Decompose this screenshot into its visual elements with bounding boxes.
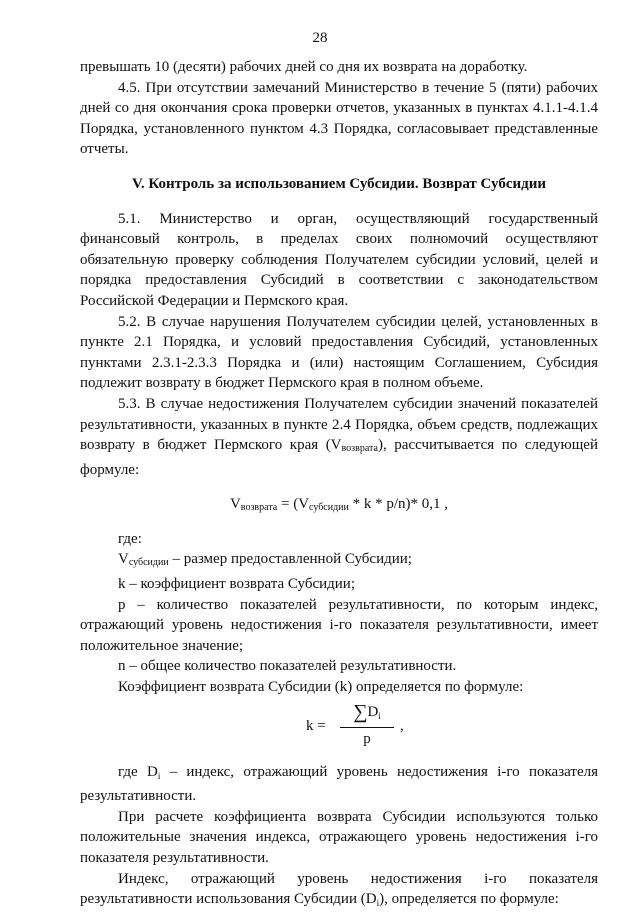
page-number: 28 [312, 30, 328, 46]
formula-sub-subsidy: субсидии [309, 502, 349, 514]
def-v-subsidy [80, 549, 598, 574]
formula-v-return [80, 494, 598, 519]
paragraph-5-3-text-b: ), рассчитывается по следующей формуле: [80, 437, 598, 478]
def-di [80, 762, 598, 807]
formula-tail: * k * p/n)* 0,1 , [348, 496, 449, 513]
formula-k-lhs: k = [306, 717, 326, 734]
paragraph-index-b: ), определяется по формуле: [379, 891, 559, 908]
paragraph-5-1: 5.1. Министерство и орган, осуществляющий государственный финансовый контроль, в пределах своих полномочий осуществляют обязательную проверку соблюдения Получателем субсидии условий, целей и порядка предоставления Субсидий в соответствии с законодательством Российской Федерации и Пермского края. [80, 210, 598, 309]
formula-k-comma: , [400, 717, 404, 734]
formula-k-denominator: p [363, 731, 371, 748]
where-label: где: [118, 530, 142, 547]
def-k: k – коэффициент возврата Субсидии; [118, 576, 355, 593]
paragraph-5-2: 5.2. В случае нарушения Получателем субсидии целей, установленных в пункте 2.1 Порядка, и условий предоставления Субсидий, установленных пунктами 2.3.1-2.3.3 Порядка и (или) настоящим Соглашением, Субсидия подлежит возврату в бюджет Пермского края в полном объеме. [80, 313, 598, 392]
formula-sub-return: возврата [240, 502, 278, 514]
paragraph-5-3-text-a: 5.3. В случае недостижения Получателем субсидии значений показателей результативности, указанных в пункте 2.4 Порядка, объем средств, подлежащих возврату в бюджет Пермского края (V [80, 395, 598, 454]
formula-k [80, 702, 598, 752]
def-v-sub: субсидии [128, 557, 169, 569]
formula-k-fraction [340, 702, 394, 750]
def-p: p – количество показателей результативности, по которым индекс, отражающий уровень недостижения i-го показателя результативности, имеет положительное значение; [80, 596, 598, 654]
formula-mid: = (V [277, 496, 310, 513]
paragraph-continuation: превышать 10 (десяти) рабочих дней со дня их возврата на доработку. [80, 59, 528, 75]
paragraph-index-a: Индекс, отражающий уровень недостижения i-го показателя результативности использования Субсидии (D [80, 870, 598, 908]
paragraph-index-sub: i [376, 898, 380, 909]
def-v: V [118, 551, 129, 568]
def-n: n – общее количество показателей результативности. [118, 658, 457, 675]
formula-k-i: i [378, 710, 381, 721]
paragraph-4-5: 4.5. При отсутствии замечаний Министерство в течение 5 (пяти) рабочих дней со дня окончания срока проверки отчетов, указанных в пунктах 4.1.1-4.1.4 Порядка, установленного пунктом 4.3 Порядка, согласовывает представленные отчеты. [80, 79, 598, 158]
document-body [80, 57, 598, 914]
paragraph-5-3 [80, 394, 598, 480]
paragraph-positive-values: При расчете коэффициента возврата Субсидии используются только положительные значения индекса, отражающего уровень недостижения i-го показателя результативности. [80, 808, 598, 866]
def-di-b: – индекс, отражающий уровень недостижения i-го показателя результативности. [80, 763, 598, 805]
def-di-a: где D [118, 763, 158, 780]
section-heading: V. Контроль за использованием Субсидии. Возврат Субсидии [132, 175, 546, 192]
paragraph-5-3-subscript: возврата [341, 443, 378, 455]
k-formula-intro: Коэффициент возврата Субсидии (k) определяется по формуле: [118, 679, 524, 696]
def-di-sub: i [157, 770, 161, 781]
formula-k-numerator [340, 702, 394, 729]
sigma-symbol: ∑ [353, 700, 368, 723]
def-v-text: – размер предоставленной Субсидии; [168, 551, 412, 568]
formula-k-d: D [367, 703, 379, 720]
paragraph-index [80, 869, 598, 914]
formula-v: V [229, 496, 241, 513]
